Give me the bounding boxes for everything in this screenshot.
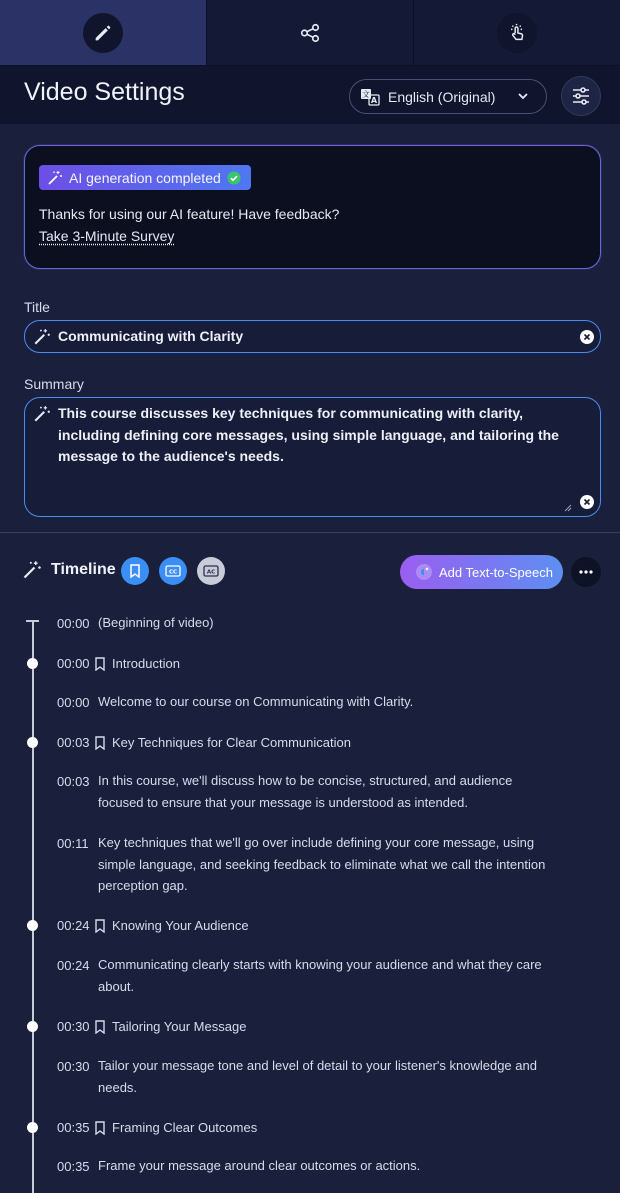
entry-text: Frame your message around clear outcomes or actions. (98, 1158, 421, 1173)
chapter-marker (27, 1122, 38, 1133)
sliders-icon (571, 86, 591, 106)
bookmark-icon (94, 919, 106, 933)
svg-text:A: A (370, 95, 378, 105)
closed-captions-icon (165, 565, 181, 577)
title-input[interactable] (24, 320, 601, 353)
entry-time: 00:03 (57, 774, 90, 789)
entry-time: 00:35 (57, 1120, 90, 1135)
magic-wand-icon (33, 405, 51, 423)
bookmark-icon (129, 564, 141, 578)
entry-time: 00:24 (57, 958, 90, 973)
summary-textarea[interactable] (24, 397, 601, 517)
settings-button[interactable] (561, 76, 601, 116)
entry-time: 00:24 (57, 918, 90, 933)
ai-badge-label: AI generation completed (69, 169, 221, 186)
entry-time: 00:00 (57, 656, 90, 671)
entry-time: 00:00 (57, 695, 90, 710)
chapter-title: Framing Clear Outcomes (112, 1120, 258, 1135)
chevron-down-icon (516, 89, 530, 103)
section-divider (0, 532, 620, 533)
audio-description-toggle[interactable] (197, 557, 225, 585)
magic-wand-icon (33, 328, 51, 346)
language-select-label: English (Original) (388, 88, 496, 105)
add-text-to-speech-button[interactable] (400, 555, 563, 589)
ai-feedback-panel (24, 145, 601, 269)
audio-description-icon (203, 565, 219, 577)
more-options-button[interactable] (571, 557, 601, 587)
page-title: Video Settings (24, 78, 185, 106)
chapter-marker (27, 1021, 38, 1032)
chapter-title: Tailoring Your Message (112, 1019, 247, 1034)
title-value: Communicating with Clarity (58, 328, 244, 344)
entry-text: Communicating clearly starts with knowing your audience and what they care about. (98, 957, 542, 994)
close-icon (583, 498, 591, 506)
chapter-title: Knowing Your Audience (112, 918, 249, 933)
bookmark-icon (94, 736, 106, 750)
bookmark-icon (94, 657, 106, 671)
summary-value: This course discusses key techniques for communicating with clarity, including defining core messages, using simple language, and tailoring the message to the audience's needs. (58, 405, 559, 464)
resize-handle-icon[interactable] (564, 504, 572, 512)
entry-time: 00:30 (57, 1059, 90, 1074)
chapter-title: Introduction (112, 656, 180, 671)
bookmark-icon (94, 1020, 106, 1034)
title-label: Title (24, 299, 50, 315)
tab-interact[interactable] (414, 0, 620, 65)
chapter-marker (27, 920, 38, 931)
summary-label: Summary (24, 376, 84, 392)
magic-wand-icon (47, 170, 63, 186)
ai-thanks-text: Thanks for using our AI feature! Have feedback? (39, 206, 340, 222)
svg-text:文: 文 (362, 89, 370, 99)
chapter-marker (27, 658, 38, 669)
entry-text: Welcome to our course on Communicating with Clarity. (98, 694, 414, 709)
chapter-title: Key Techniques for Clear Communication (112, 735, 351, 750)
check-circle-icon (227, 171, 241, 185)
tab-share[interactable] (207, 0, 414, 65)
magic-wand-icon (22, 560, 42, 580)
header-bar (0, 66, 620, 124)
captions-toggle[interactable] (159, 557, 187, 585)
timeline-track (32, 620, 34, 1193)
clear-title-button[interactable] (580, 330, 594, 344)
survey-link[interactable]: Take 3-Minute Survey (39, 228, 175, 244)
timeline-start-cap (26, 620, 39, 622)
timeline-title: Timeline (51, 561, 116, 578)
translate-icon (360, 87, 380, 107)
entry-text: (Beginning of video) (98, 615, 214, 630)
entry-time: 00:03 (57, 735, 90, 750)
language-select[interactable] (349, 79, 547, 114)
close-icon (583, 333, 591, 341)
svg-text:AC: AC (206, 569, 216, 576)
entry-time: 00:35 (57, 1159, 90, 1174)
entry-text: In this course, we'll discuss how to be concise, structured, and audience focused to ensure that your message is understood as intended. (98, 773, 513, 810)
entry-time: 00:30 (57, 1019, 90, 1034)
ai-status-badge (39, 165, 251, 190)
clear-summary-button[interactable] (580, 495, 594, 509)
bookmark-icon (94, 1121, 106, 1135)
tap-icon (497, 13, 537, 53)
pencil-icon (83, 13, 123, 53)
ai-voice-icon (415, 563, 433, 581)
entry-text: Key techniques that we'll go over include defining your core message, using simple language, and seeking feedback to eliminate what we call the intention perception gap. (98, 835, 546, 893)
share-icon (290, 13, 330, 53)
chapter-marker (27, 737, 38, 748)
more-horizontal-icon (579, 570, 593, 574)
entry-time: 00:00 (57, 616, 90, 631)
entry-text: Tailor your message tone and level of detail to your listener's knowledge and needs. (98, 1058, 537, 1095)
tab-edit[interactable] (0, 0, 207, 65)
svg-text:CC: CC (168, 569, 178, 576)
tts-button-label: Add Text-to-Speech (439, 564, 553, 580)
entry-time: 00:11 (57, 836, 89, 851)
top-tabs (0, 0, 620, 66)
chapters-toggle[interactable] (121, 557, 149, 585)
